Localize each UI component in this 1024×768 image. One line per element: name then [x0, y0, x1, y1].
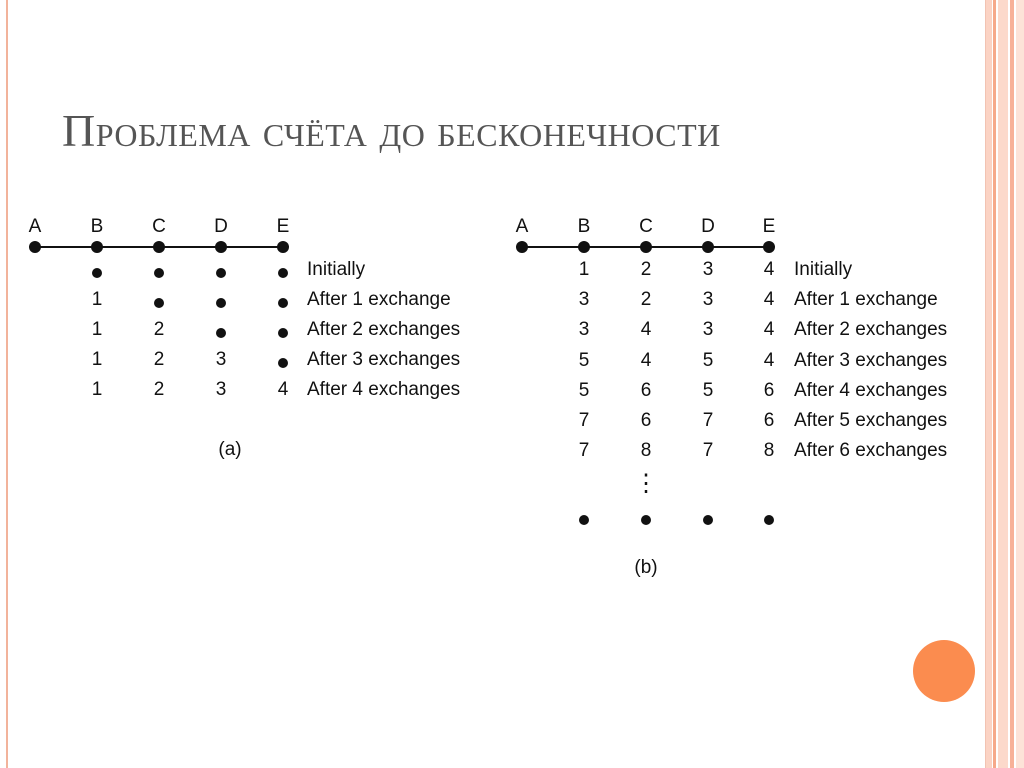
distance-value: 7 [702, 440, 714, 462]
distance-value: 2 [640, 289, 652, 311]
infinity-dot [641, 515, 651, 525]
node-label: C [639, 216, 653, 237]
distance-value: 6 [640, 379, 652, 401]
row-label: After 3 exchanges [794, 349, 948, 371]
diagram-caption: (b) [634, 557, 658, 578]
node-label: D [701, 216, 715, 237]
node-label: C [152, 216, 166, 237]
row-label: Initially [307, 259, 366, 280]
router-node [702, 241, 714, 253]
diagram-caption: (a) [218, 439, 242, 460]
row-label: After 1 exchange [307, 289, 451, 310]
router-node [640, 241, 652, 253]
distance-value: 1 [91, 319, 103, 340]
decorative-orange-circle [913, 640, 975, 702]
distance-value: 2 [153, 319, 165, 340]
distance-value: 4 [763, 319, 775, 341]
distance-value: 7 [702, 410, 714, 431]
infinity-dot [216, 328, 226, 338]
node-label: B [577, 216, 591, 237]
distance-value: 3 [578, 319, 590, 341]
distance-value: 7 [578, 440, 590, 462]
infinity-dot [703, 515, 713, 525]
infinity-dot [216, 268, 226, 278]
infinity-dot [278, 298, 288, 308]
row-label: After 1 exchange [794, 289, 938, 311]
infinity-dot [579, 515, 589, 525]
distance-value: 1 [91, 379, 103, 400]
distance-value: 4 [763, 259, 775, 280]
distance-value: 4 [277, 379, 289, 400]
side-stripe [998, 0, 1008, 768]
distance-value: 2 [640, 259, 652, 280]
slide-title: Проблема счёта до бесконечности [62, 105, 721, 156]
infinity-dot [278, 328, 288, 338]
distance-value: 4 [640, 319, 652, 341]
row-label: After 5 exchanges [794, 410, 948, 431]
distance-value: 5 [578, 349, 590, 371]
distance-value: 5 [702, 379, 714, 401]
row-label: After 3 exchanges [307, 349, 461, 370]
infinity-dot [216, 298, 226, 308]
distance-value: 8 [763, 440, 775, 462]
node-label: E [276, 216, 290, 237]
row-label: After 2 exchanges [794, 319, 948, 341]
row-label: Initially [794, 259, 853, 280]
row-label: After 6 exchanges [794, 440, 948, 462]
side-stripe [1016, 0, 1024, 768]
node-label: A [515, 216, 529, 237]
distance-value: 3 [215, 379, 227, 400]
distance-value: 3 [702, 259, 714, 280]
row-label: After 2 exchanges [307, 319, 461, 340]
distance-value: 6 [640, 410, 652, 431]
distance-value: 1 [91, 289, 103, 310]
side-stripe [993, 0, 996, 768]
distance-value: 1 [91, 349, 103, 370]
ellipsis: ⋮ [634, 470, 658, 497]
distance-value: 2 [153, 349, 165, 370]
distance-value: 2 [153, 379, 165, 400]
router-node [516, 241, 528, 253]
router-node [277, 241, 289, 253]
distance-value: 1 [578, 259, 590, 280]
infinity-dot [764, 515, 774, 525]
distance-value: 6 [763, 379, 775, 401]
row-label: After 4 exchanges [307, 379, 461, 400]
distance-value: 4 [763, 349, 775, 371]
distance-value: 4 [763, 289, 775, 311]
node-label: A [28, 216, 42, 237]
side-stripe [1010, 0, 1014, 768]
router-node [763, 241, 775, 253]
router-node [29, 241, 41, 253]
side-stripe [986, 0, 992, 768]
distance-value: 3 [702, 289, 714, 311]
distance-value: 3 [702, 319, 714, 341]
node-label: E [762, 216, 776, 237]
row-label: After 4 exchanges [794, 379, 948, 401]
distance-value: 6 [763, 410, 775, 431]
node-label: D [214, 216, 228, 237]
router-node [578, 241, 590, 253]
distance-value: 3 [578, 289, 590, 311]
distance-value: 8 [640, 440, 652, 462]
infinity-dot [154, 268, 164, 278]
infinity-dot [278, 358, 288, 368]
infinity-dot [278, 268, 288, 278]
router-node [215, 241, 227, 253]
distance-value: 5 [578, 379, 590, 401]
distance-value: 5 [702, 349, 714, 371]
router-node [153, 241, 165, 253]
node-label: B [90, 216, 104, 237]
infinity-dot [154, 298, 164, 308]
distance-value: 3 [215, 349, 227, 370]
distance-value: 4 [640, 349, 652, 371]
distance-value: 7 [578, 410, 590, 431]
router-node [91, 241, 103, 253]
infinity-dot [92, 268, 102, 278]
